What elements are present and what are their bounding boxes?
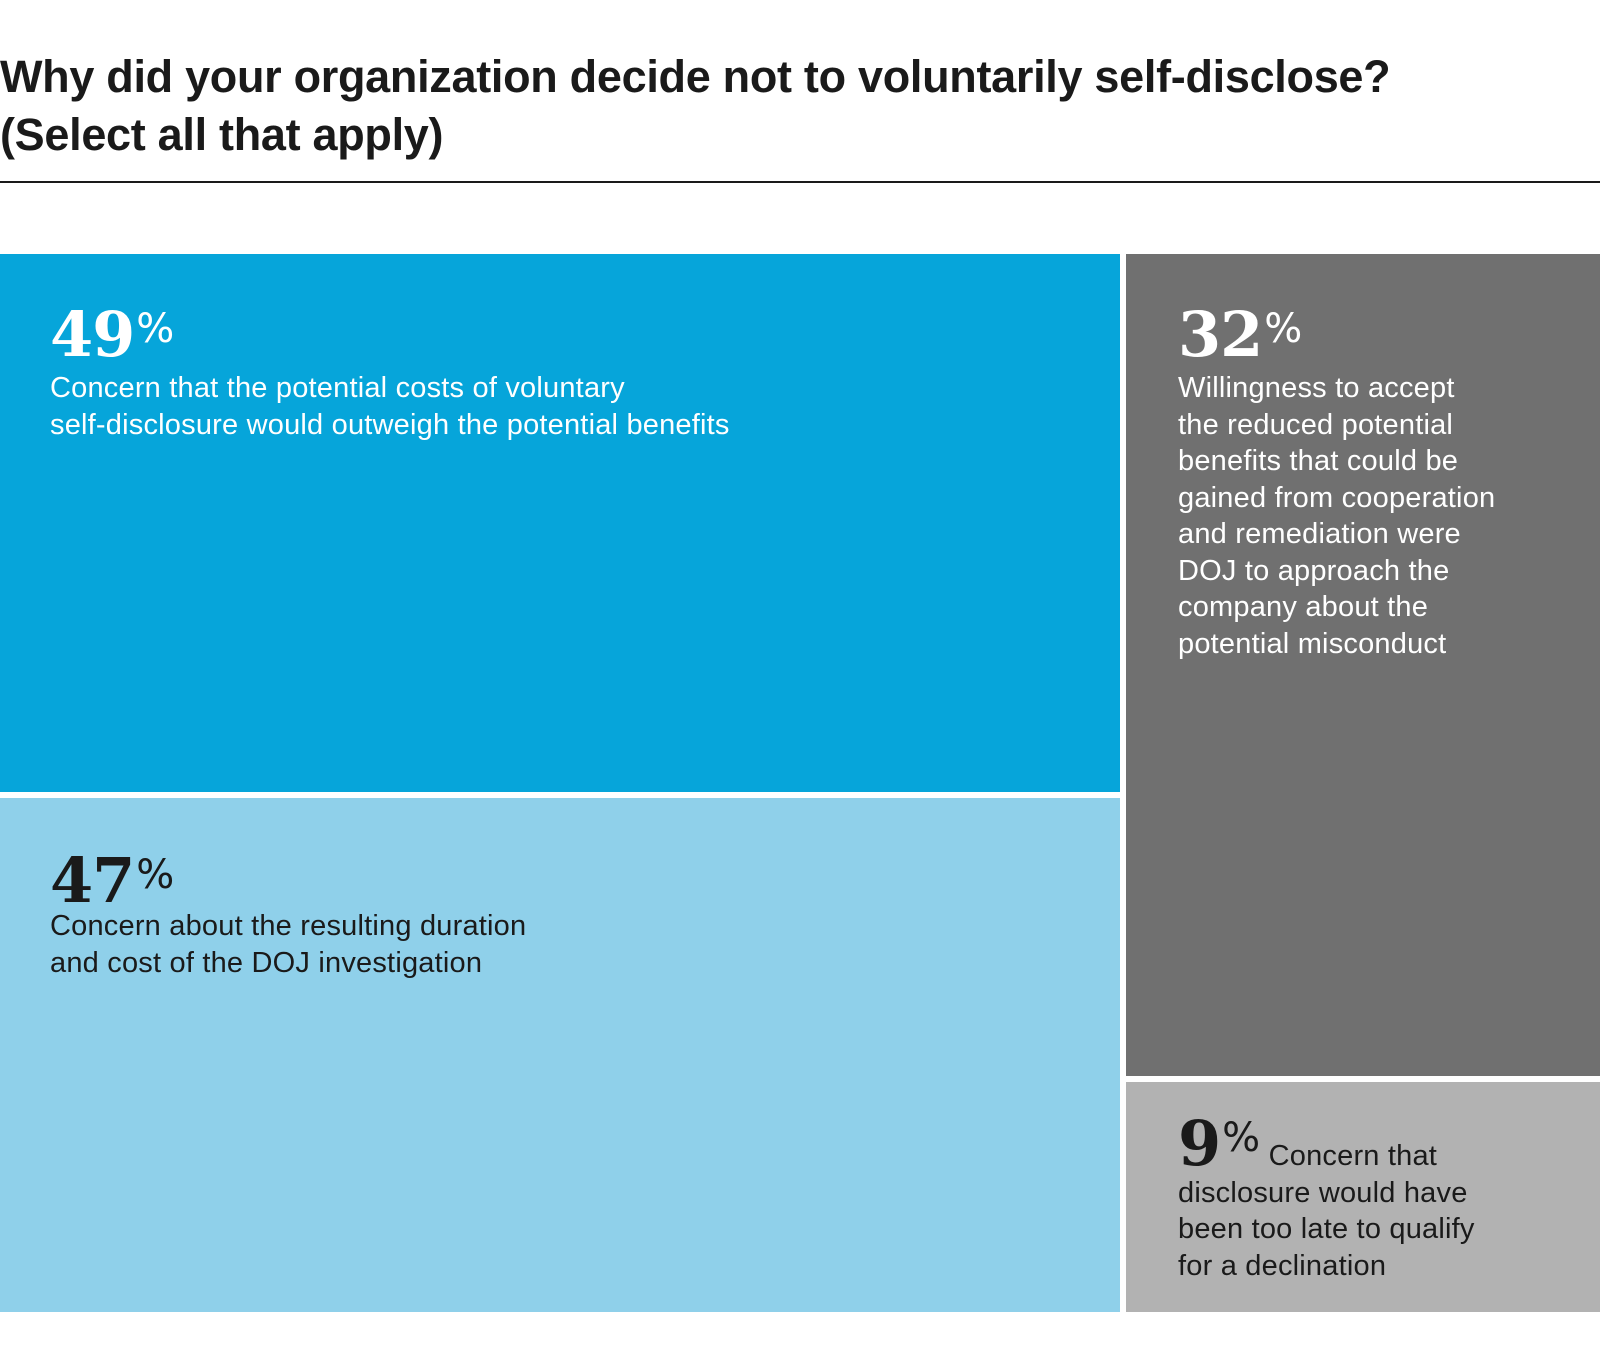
value-number: 32 <box>1178 298 1263 371</box>
label-line: Concern that the potential costs of voluntary <box>50 372 625 404</box>
tile-duration-and-cost-label <box>50 908 526 981</box>
label-line: benefits that could be <box>1178 445 1459 477</box>
percent-sign: % <box>1264 306 1303 352</box>
label-first-line <box>1178 1107 1475 1180</box>
tile-costs-outweigh-benefits <box>0 254 1120 792</box>
tile-duration-and-cost-value <box>50 844 175 917</box>
label-line: for a declination <box>1178 1249 1387 1282</box>
tile-duration-and-cost <box>0 798 1120 1312</box>
chart-title-line-2: (Select all that apply) <box>0 109 444 160</box>
tile-costs-outweigh-benefits-label <box>50 370 730 443</box>
chart-title-line-1: Why did your organization decide not to voluntarily self-disclose? <box>0 51 1391 102</box>
label-line: been too late to qualify <box>1178 1213 1475 1245</box>
label-line: and cost of the DOJ investigation <box>50 946 483 979</box>
value-number: 49 <box>50 298 135 371</box>
label-line: and remediation were <box>1178 518 1461 550</box>
label-line: company about the <box>1178 591 1429 623</box>
tile-too-late-for-declination <box>1126 1082 1600 1312</box>
label-line: the reduced potential <box>1178 408 1454 441</box>
label-line: DOJ to approach the <box>1178 554 1450 587</box>
label-line: disclosure would have <box>1178 1176 1468 1209</box>
label-line: gained from cooperation <box>1178 481 1496 514</box>
percent-sign: % <box>136 306 175 352</box>
percent-sign: % <box>1222 1115 1261 1161</box>
label-line: self-disclosure would outweigh the potential benefits <box>50 408 730 441</box>
label-line: Concern that <box>1268 1140 1438 1172</box>
tile-willingness-to-accept <box>1126 254 1600 1076</box>
label-line: Willingness to accept <box>1178 372 1455 404</box>
label-line: Concern about the resulting duration <box>50 910 527 942</box>
label-line: potential misconduct <box>1178 627 1447 660</box>
value-number: 47 <box>50 844 135 917</box>
tile-willingness-to-accept-value <box>1178 298 1303 371</box>
percent-sign: % <box>136 852 175 898</box>
tile-willingness-to-accept-label <box>1178 370 1495 662</box>
tile-too-late-for-declination-label <box>1178 1107 1475 1284</box>
tile-costs-outweigh-benefits-value <box>50 298 175 371</box>
value-number: 9 <box>1178 1107 1221 1180</box>
